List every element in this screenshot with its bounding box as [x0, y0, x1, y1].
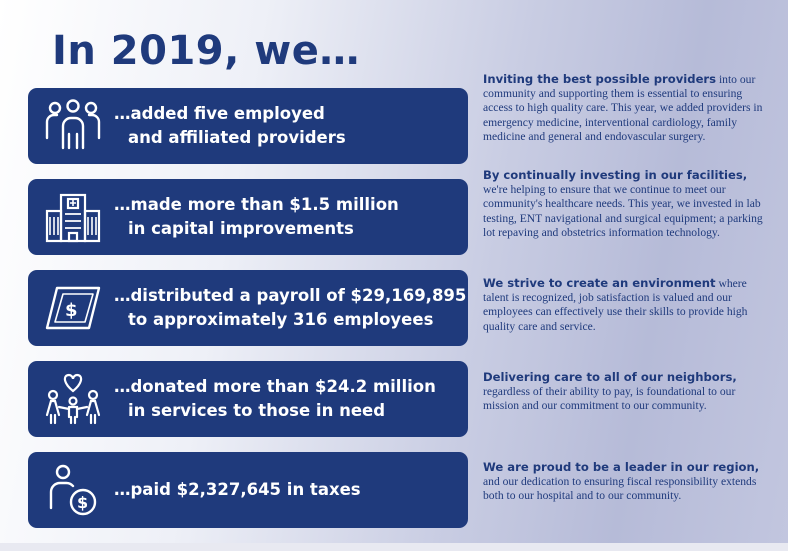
- svg-text:$: $: [65, 300, 78, 321]
- page-title: In 2019, we…: [52, 28, 360, 74]
- paragraph-lead: Delivering care to all of our neighbors,: [483, 370, 737, 384]
- card-line1: …distributed a payroll of $29,169,895: [114, 286, 467, 305]
- paragraph-lead: By continually investing in our facilities,: [483, 168, 748, 182]
- card-line2: to approximately 316 employees: [128, 310, 434, 329]
- paragraph-body: into our community and supporting them is essential to ensuring access to high quality care. This year, we added providers in emergency medicine, interventional cardiology, family medicine and general and endovascular surgery.: [483, 73, 763, 143]
- stat-card-donations: [28, 361, 468, 437]
- card-line1: …paid $2,327,645 in taxes: [114, 480, 361, 499]
- sidebar-paragraph-neighbors: [483, 370, 773, 414]
- stat-card-payroll: [28, 270, 468, 346]
- sidebar-paragraph-facilities: [483, 168, 773, 240]
- paragraph-lead: Inviting the best possible providers: [483, 72, 717, 86]
- paragraph-lead: We strive to create an environment: [483, 276, 716, 290]
- card-line1: …made more than $1.5 million: [114, 195, 399, 214]
- sidebar-paragraph-leader: [483, 460, 773, 504]
- paragraph-body: where talent is recognized, job satisfaction is valued and our employees can effectively use their skills to provide high quality care and service.: [483, 277, 748, 333]
- bottom-divider: [0, 543, 788, 551]
- card-line2: in services to those in need: [128, 401, 386, 420]
- people-group-icon: [42, 98, 104, 154]
- sidebar-paragraph-environment: [483, 276, 773, 334]
- card-line2: and affiliated providers: [128, 128, 346, 147]
- stat-card-providers: [28, 88, 468, 164]
- hospital-building-icon: [42, 189, 104, 245]
- family-heart-icon: [42, 371, 104, 427]
- sidebar-paragraph-providers: [483, 72, 773, 144]
- paragraph-body: regardless of their ability to pay, is foundational to our mission and our commitment to our community.: [483, 385, 736, 413]
- paragraph-body: we're helping to ensure that we continue to meet our community's healthcare needs. This year, we invested in lab testing, ENT navigational and surgical equipment; a parking lot repaving and obstetrics information technology.: [483, 183, 763, 239]
- person-dollar-icon: [42, 462, 104, 518]
- paragraph-lead: We are proud to be a leader in our region,: [483, 460, 760, 474]
- card-line1: …donated more than $24.2 million: [114, 377, 436, 396]
- stat-card-taxes: [28, 452, 468, 528]
- svg-text:$: $: [77, 493, 89, 512]
- paragraph-body: and our dedication to ensuring fiscal responsibility extends both to our hospital and to our community.: [483, 475, 757, 503]
- card-line2: in capital improvements: [128, 219, 354, 238]
- paycheck-icon: [42, 280, 104, 336]
- card-line1: …added five employed: [114, 104, 325, 123]
- stat-card-capital: [28, 179, 468, 255]
